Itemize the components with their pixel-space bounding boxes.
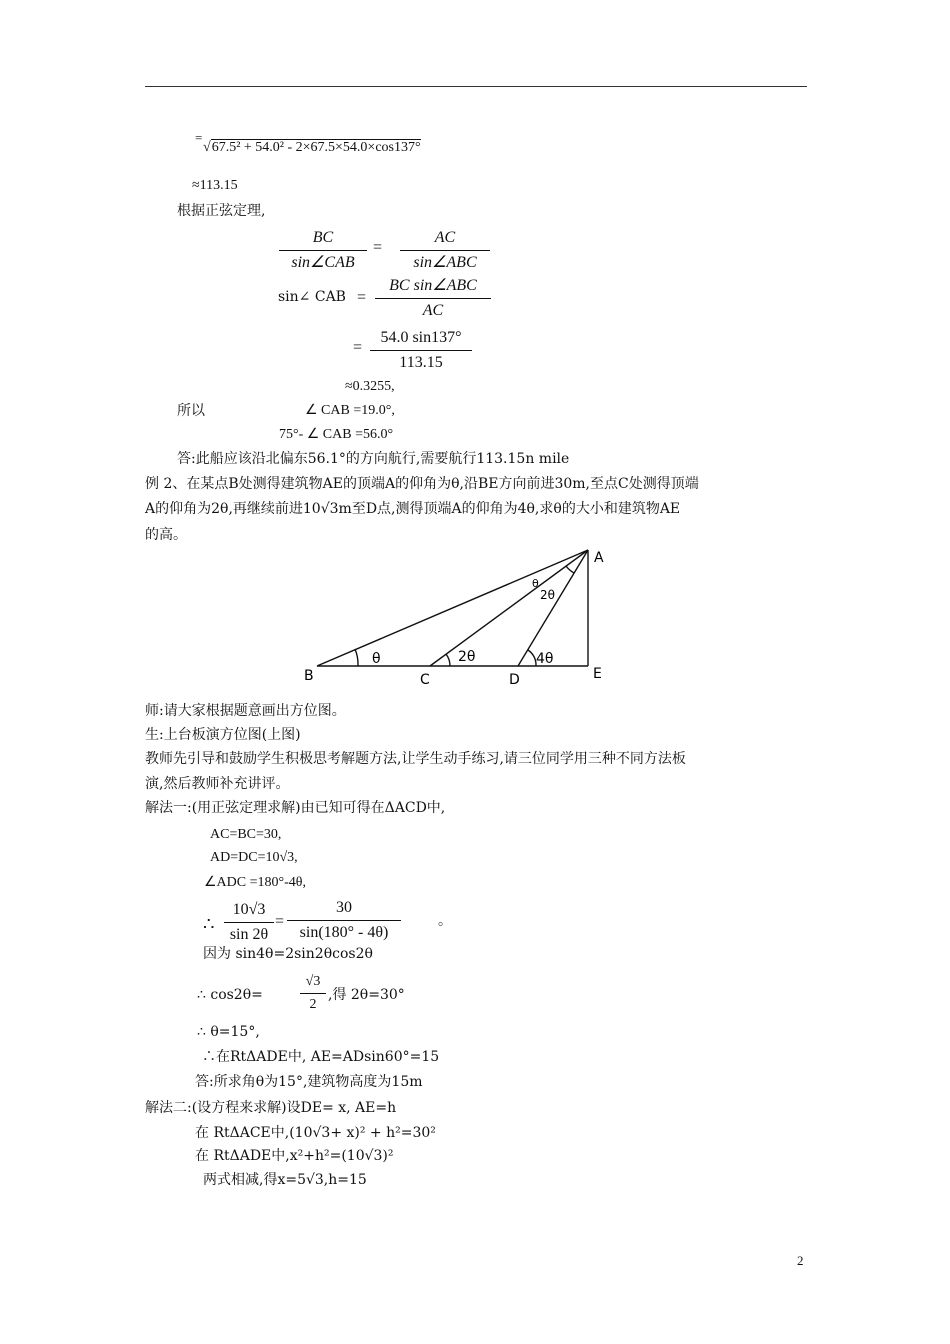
equals-sign: = — [275, 913, 285, 930]
solution1-ae: ∴在RtΔADE中, AE=ADsin60°=15 — [202, 1049, 440, 1065]
fraction-numerator: 10√3 — [232, 901, 266, 918]
fraction-denominator: sin∠CAB — [291, 254, 355, 272]
answer-line: 答:此船应该沿北偏东56.1°的方向航行,需要航行113.15n mile — [177, 451, 570, 467]
solution1-ad-dc: AD=DC=10√3, — [210, 850, 298, 865]
equals-sign: = — [373, 239, 383, 256]
fraction-denominator: sin 2θ — [229, 926, 269, 944]
solution1-ac-bc: AC=BC=30, — [210, 827, 282, 842]
label-angle-a1: θ — [532, 577, 539, 590]
solution1-cos-pre: ∴ cos2θ= — [197, 987, 263, 1003]
triangle-diagram — [300, 540, 620, 690]
label-b: B — [304, 668, 314, 684]
equals-sign: = — [353, 339, 363, 356]
period-mark: 。 — [438, 913, 452, 929]
therefore-symbol: ∴ — [203, 914, 215, 934]
solution2-eq2: 在 RtΔADE中,x²+h²=(10√3)² — [195, 1148, 394, 1164]
sine-law-intro: 根据正弦定理, — [177, 203, 266, 219]
solution2-title: 解法二:(设方程来求解)设DE= x, AE=h — [145, 1100, 397, 1116]
fraction-numerator: √3 — [305, 974, 321, 989]
fraction-10sqrt3-sin2theta — [224, 901, 274, 945]
fraction-30-sin — [287, 899, 401, 943]
heading-angle-value: 75°- ∠ CAB =56.0° — [279, 427, 394, 442]
fraction-sqrt3-over-2 — [300, 974, 326, 1013]
solution1-because: 因为 sin4θ=2sin2θcos2θ — [203, 946, 373, 962]
fraction-numerator: BC sin∠ABC — [389, 277, 477, 294]
teacher-guide-line2: 演,然后教师补充讲评。 — [145, 776, 290, 792]
solution2-eq1: 在 RtΔACE中,(10√3+ x)² + h²=30² — [195, 1125, 436, 1141]
example2-line1: 例 2、在某点B处测得建筑物AE的顶端A的仰角为θ,沿BE方向前进30m,至点C处测得顶端 — [145, 476, 699, 492]
solution1-title-text: 解法一:(用正弦定理求解)由已知可得在 — [145, 800, 385, 816]
fraction-denominator: 113.15 — [399, 354, 443, 372]
fraction-denominator: sin∠ABC — [413, 254, 477, 272]
solution1-title — [145, 801, 445, 815]
teacher-guide-line1: 教师先引导和鼓励学生积极思考解题方法,让学生动手练习,请三位同学用三种不同方法板 — [145, 751, 686, 767]
student-line: 生:上台板演方位图(上图) — [145, 727, 301, 743]
label-e: E — [593, 666, 602, 682]
solution1-answer: 答:所求角θ为15°,建筑物高度为15m — [195, 1074, 423, 1090]
example2-line3: 的高。 — [145, 527, 187, 543]
solution1-theta: ∴ θ=15°, — [197, 1024, 260, 1040]
label-angle-d: 4θ — [536, 651, 554, 667]
header-rule — [145, 86, 807, 87]
equals-sign: = — [195, 130, 203, 145]
fraction-denominator: 2 — [309, 997, 317, 1013]
fraction-bc-sin-cab — [279, 229, 367, 273]
fraction-numerator: 30 — [336, 899, 352, 916]
approx-sin-value: ≈0.3255, — [345, 379, 395, 394]
solution1-triangle: ΔACD中, — [384, 800, 446, 816]
label-c: C — [420, 672, 430, 688]
label-angle-b: θ — [372, 651, 381, 667]
solution1-angle-adc: ∠ADC =180°-4θ, — [204, 875, 306, 890]
solution1-cos-post: ,得 2θ=30° — [328, 987, 405, 1003]
sin-cab-label: sin∠ CAB — [278, 289, 346, 305]
arc-angle-b — [355, 649, 358, 666]
fraction-numeric — [370, 329, 472, 373]
therefore-label: 所以 — [177, 403, 205, 419]
arc-angle-a — [566, 566, 574, 573]
fraction-numerator: AC — [434, 229, 456, 246]
teacher-line: 师:请大家根据题意画出方位图。 — [145, 703, 346, 719]
line-ab — [317, 550, 588, 666]
arc-angle-c — [446, 654, 450, 666]
arc-angle-d — [528, 650, 536, 666]
fraction-denominator: sin(180° - 4θ) — [299, 924, 389, 942]
label-angle-c: 2θ — [458, 649, 476, 665]
fraction-bc-sin-abc-over-ac — [375, 277, 491, 321]
page-number: 2 — [797, 1253, 804, 1268]
label-angle-a2: 2θ — [540, 588, 555, 602]
label-d: D — [509, 672, 520, 688]
equals-sign: = — [357, 289, 367, 306]
fraction-denominator: AC — [422, 302, 444, 320]
line-ad — [518, 550, 588, 666]
angle-cab-value: ∠ CAB =19.0°, — [305, 403, 395, 418]
fraction-numerator: BC — [312, 229, 334, 246]
example2-line2: A的仰角为2θ,再继续前进10√3m至D点,测得顶端A的仰角为4θ,求θ的大小和建筑物AE — [145, 501, 681, 517]
fraction-ac-sin-abc — [400, 229, 490, 273]
label-a: A — [594, 550, 604, 566]
sqrt-expression: √67.5² + 54.0² - 2×67.5×54.0×cos137° — [203, 140, 421, 155]
fraction-numerator: 54.0 sin137° — [380, 329, 462, 346]
radicand: 67.5² + 54.0² - 2×67.5×54.0×cos137° — [211, 140, 421, 155]
solution2-result: 两式相减,得x=5√3,h=15 — [203, 1172, 367, 1188]
approx-ac: ≈113.15 — [192, 178, 238, 193]
